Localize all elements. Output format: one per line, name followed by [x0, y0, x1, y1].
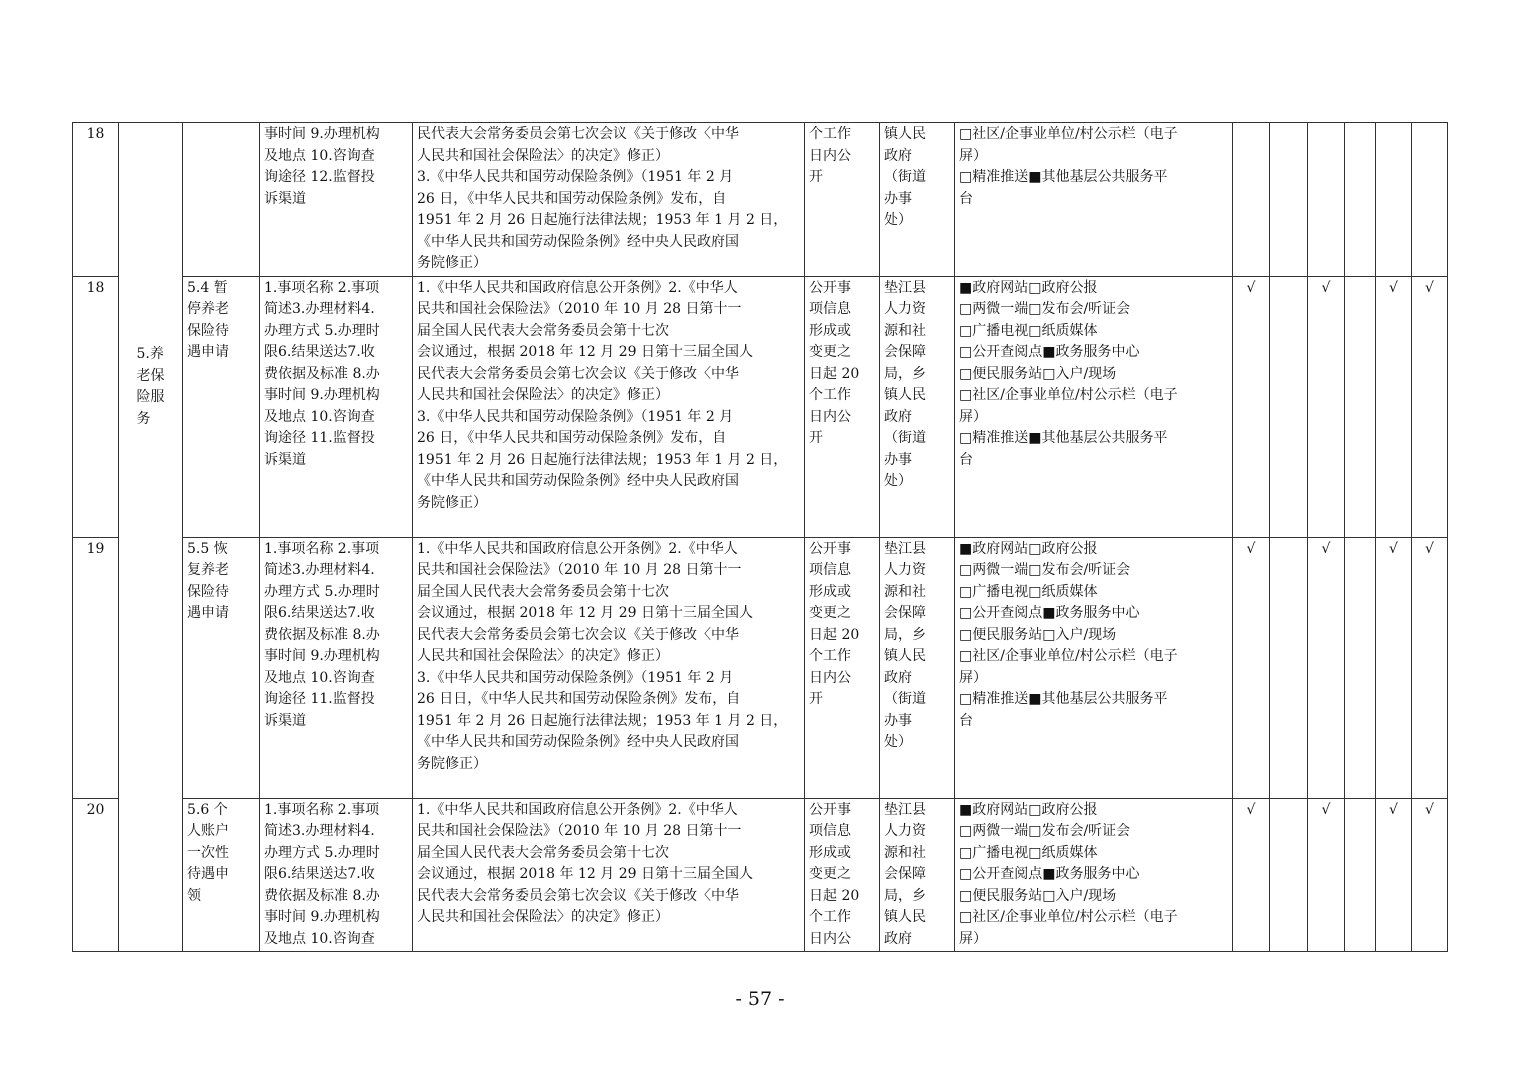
check-mark: √ — [1412, 537, 1448, 798]
check-mark: √ — [1308, 798, 1345, 952]
check-cell — [1233, 123, 1270, 277]
disclosure-basis: 1.《中华人民共和国政府信息公开条例》2.《中华人 民共和国社会保险法》（2010 年 10 月 28 日第十一 届全国人民代表大会常务委员会第十七次 会议通过，根据 2018 年 12 月 29 日第十三届全国人 民代表大会常务委员会第七次会议《关于修改〈中华 人民共和国社会保险法〉的决定》修正） 3.《中华人民共和国劳动保险条例》（1951 年 2 月 26 日，《中华人民共和国劳动保险条例》发布，自 1951 年 2 月 26 日起施行法律法规；1953 年 1 月 2 日， 《中华人民共和国劳动保险条例》经中央人民政府国 务院修正） — [413, 276, 805, 537]
disclosure-body: 镇人民 政府 （街道 办事 处） — [880, 123, 955, 277]
disclosure-time: 个工作 日内公 开 — [805, 123, 880, 277]
table-row — [73, 537, 1448, 798]
item-name — [183, 123, 260, 277]
table-row — [73, 123, 1448, 277]
disclosure-channel: ■政府网站□政府公报 □两微一端□发布会/听证会 □广播电视□纸质媒体 □公开查阅点■政务服务中心 □便民服务站□入户/现场 □社区/企事业单位/村公示栏（电子 屏） □精准推送■其他基层公共服务平 台 — [955, 276, 1233, 537]
check-cell — [1345, 123, 1376, 277]
disclosure-body: 垫江县 人力资 源和社 会保障 局，乡 镇人民 政府 （街道 办事 处） — [880, 276, 955, 537]
disclosure-content: 1.事项名称 2.事项 简述3.办理材料4. 办理方式 5.办理时 限6.结果送达7.收 费依据及标准 8.办 事时间 9.办理机构 及地点 10.咨询查 — [260, 798, 413, 952]
disclosure-content: 事时间 9.办理机构 及地点 10.咨询查 询途径 12.监督投 诉渠道 — [260, 123, 413, 277]
disclosure-time: 公开事 项信息 形成或 变更之 日起 20 个工作 日内公 — [805, 798, 880, 952]
row-number: 19 — [73, 537, 119, 798]
check-mark: √ — [1376, 798, 1412, 952]
check-mark: √ — [1233, 798, 1270, 952]
category-cell — [119, 123, 183, 952]
check-cell — [1345, 276, 1376, 537]
row-number: 20 — [73, 798, 119, 952]
check-cell — [1270, 798, 1308, 952]
check-cell — [1412, 123, 1448, 277]
check-cell — [1270, 123, 1308, 277]
check-cell — [1345, 798, 1376, 952]
page-number: - 57 - — [735, 988, 785, 1010]
item-name: 5.5 恢 复养老 保险待 遇申请 — [183, 537, 260, 798]
disclosure-time: 公开事 项信息 形成或 变更之 日起 20 个工作 日内公 开 — [805, 537, 880, 798]
disclosure-time: 公开事 项信息 形成或 变更之 日起 20 个工作 日内公 开 — [805, 276, 880, 537]
disclosure-basis: 1.《中华人民共和国政府信息公开条例》2.《中华人 民共和国社会保险法》（2010 年 10 月 28 日第十一 届全国人民代表大会常务委员会第十七次 会议通过，根据 2018 年 12 月 29 日第十三届全国人 民代表大会常务委员会第七次会议《关于修改〈中华 人民共和国社会保险法〉的决定》修正） 3.《中华人民共和国劳动保险条例》（1951 年 2 月 26 日日，《中华人民共和国劳动保险条例》发布，自 1951 年 2 月 26 日起施行法律法规；1953 年 1 月 2 日， 《中华人民共和国劳动保险条例》经中央人民政府国 务院修正） — [413, 537, 805, 798]
check-cell — [1308, 123, 1345, 277]
disclosure-basis: 1.《中华人民共和国政府信息公开条例》2.《中华人 民共和国社会保险法》（2010 年 10 月 28 日第十一 届全国人民代表大会常务委员会第十七次 会议通过，根据 2018 年 12 月 29 日第十三届全国人 民代表大会常务委员会第七次会议《关于修改〈中华 人民共和国社会保险法〉的决定》修正） — [413, 798, 805, 952]
disclosure-content: 1.事项名称 2.事项 简述3.办理材料4. 办理方式 5.办理时 限6.结果送达7.收 费依据及标准 8.办 事时间 9.办理机构 及地点 10.咨询查 询途径 11.监督投 诉渠道 — [260, 276, 413, 537]
check-mark: √ — [1412, 276, 1448, 537]
check-cell — [1270, 276, 1308, 537]
check-mark: √ — [1308, 276, 1345, 537]
row-number: 18 — [73, 123, 119, 277]
check-mark: √ — [1376, 537, 1412, 798]
category-label: 5.养 老保 险服 务 — [136, 346, 165, 427]
disclosure-channel: ■政府网站□政府公报 □两微一端□发布会/听证会 □广播电视□纸质媒体 □公开查阅点■政务服务中心 □便民服务站□入户/现场 □社区/企事业单位/村公示栏（电子 屏） □精准推送■其他基层公共服务平 台 — [955, 537, 1233, 798]
table-row — [73, 798, 1448, 952]
table-row — [73, 276, 1448, 537]
check-cell — [1345, 537, 1376, 798]
row-number: 18 — [73, 276, 119, 537]
check-mark: √ — [1376, 276, 1412, 537]
check-cell — [1376, 123, 1412, 277]
disclosure-basis: 民代表大会常务委员会第七次会议《关于修改〈中华 人民共和国社会保险法〉的决定》修正） 3.《中华人民共和国劳动保险条例》（1951 年 2 月 26 日，《中华人民共和国劳动保险条例》发布，自 1951 年 2 月 26 日起施行法律法规；1953 年 1 月 2 日， 《中华人民共和国劳动保险条例》经中央人民政府国 务院修正） — [413, 123, 805, 277]
disclosure-content: 1.事项名称 2.事项 简述3.办理材料4. 办理方式 5.办理时 限6.结果送达7.收 费依据及标准 8.办 事时间 9.办理机构 及地点 10.咨询查 询途径 11.监督投 诉渠道 — [260, 537, 413, 798]
check-cell — [1270, 537, 1308, 798]
check-mark: √ — [1233, 537, 1270, 798]
item-name: 5.6 个 人账户 一次性 待遇申 领 — [183, 798, 260, 952]
check-mark: √ — [1233, 276, 1270, 537]
disclosure-channel: ■政府网站□政府公报 □两微一端□发布会/听证会 □广播电视□纸质媒体 □公开查阅点■政务服务中心 □便民服务站□入户/现场 □社区/企事业单位/村公示栏（电子 屏） — [955, 798, 1233, 952]
disclosure-body: 垫江县 人力资 源和社 会保障 局，乡 镇人民 政府 — [880, 798, 955, 952]
item-name: 5.4 暂 停养老 保险待 遇申请 — [183, 276, 260, 537]
disclosure-channel: □社区/企事业单位/村公示栏（电子 屏） □精准推送■其他基层公共服务平 台 — [955, 123, 1233, 277]
check-mark: √ — [1412, 798, 1448, 952]
check-mark: √ — [1308, 537, 1345, 798]
disclosure-table — [72, 122, 1448, 952]
disclosure-body: 垫江县 人力资 源和社 会保障 局，乡 镇人民 政府 （街道 办事 处） — [880, 537, 955, 798]
